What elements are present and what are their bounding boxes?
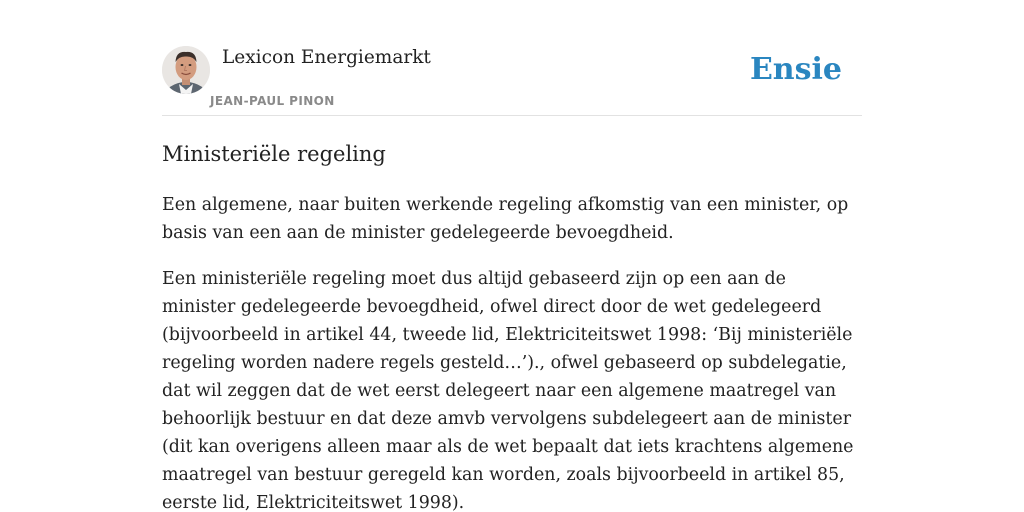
avatar[interactable] [162,46,210,94]
header-divider [162,115,862,116]
entry-content [162,138,862,512]
entry-paragraph-definition: Een algemene, naar buiten werkende regeling afkomstig van een minister, op basis van een aan de minister gedelegeerde bevoegdheid. [162,195,849,243]
ensie-logo[interactable]: Ensie [749,52,842,87]
author-name[interactable]: JEAN-PAUL PINON [210,94,335,108]
lexicon-title[interactable]: Lexicon Energiemarkt [222,47,431,68]
entry-paragraph-explanation: Een ministeriële regeling moet dus altijd gebaseerd zijn op een aan de minister gedelegeerde bevoegdheid, ofwel direct door de wet gedelegeerd (bijvoorbeeld in artikel 44, tweede lid, Elektriciteitswet 1998: ‘Bij ministeriële regeling worden nadere regels gesteld…’)., ofwel gebaseerd op subdelegatie, dat wil zeggen dat de wet eerst delegeert naar een algemene maatregel van behoorlijk bestuur en dat deze amvb vervolgens subdelegeert aan de minister (dit kan overigens alleen maar als de wet bepaalt dat iets krachtens algemene maatregel van bestuur geregeld kan worden, zoals bijvoorbeeld in artikel 85, eerste lid, Elektriciteitswet 1998). [162,269,854,512]
entry-title: Ministeriële regeling [162,142,386,166]
author-portrait-icon [162,46,210,94]
